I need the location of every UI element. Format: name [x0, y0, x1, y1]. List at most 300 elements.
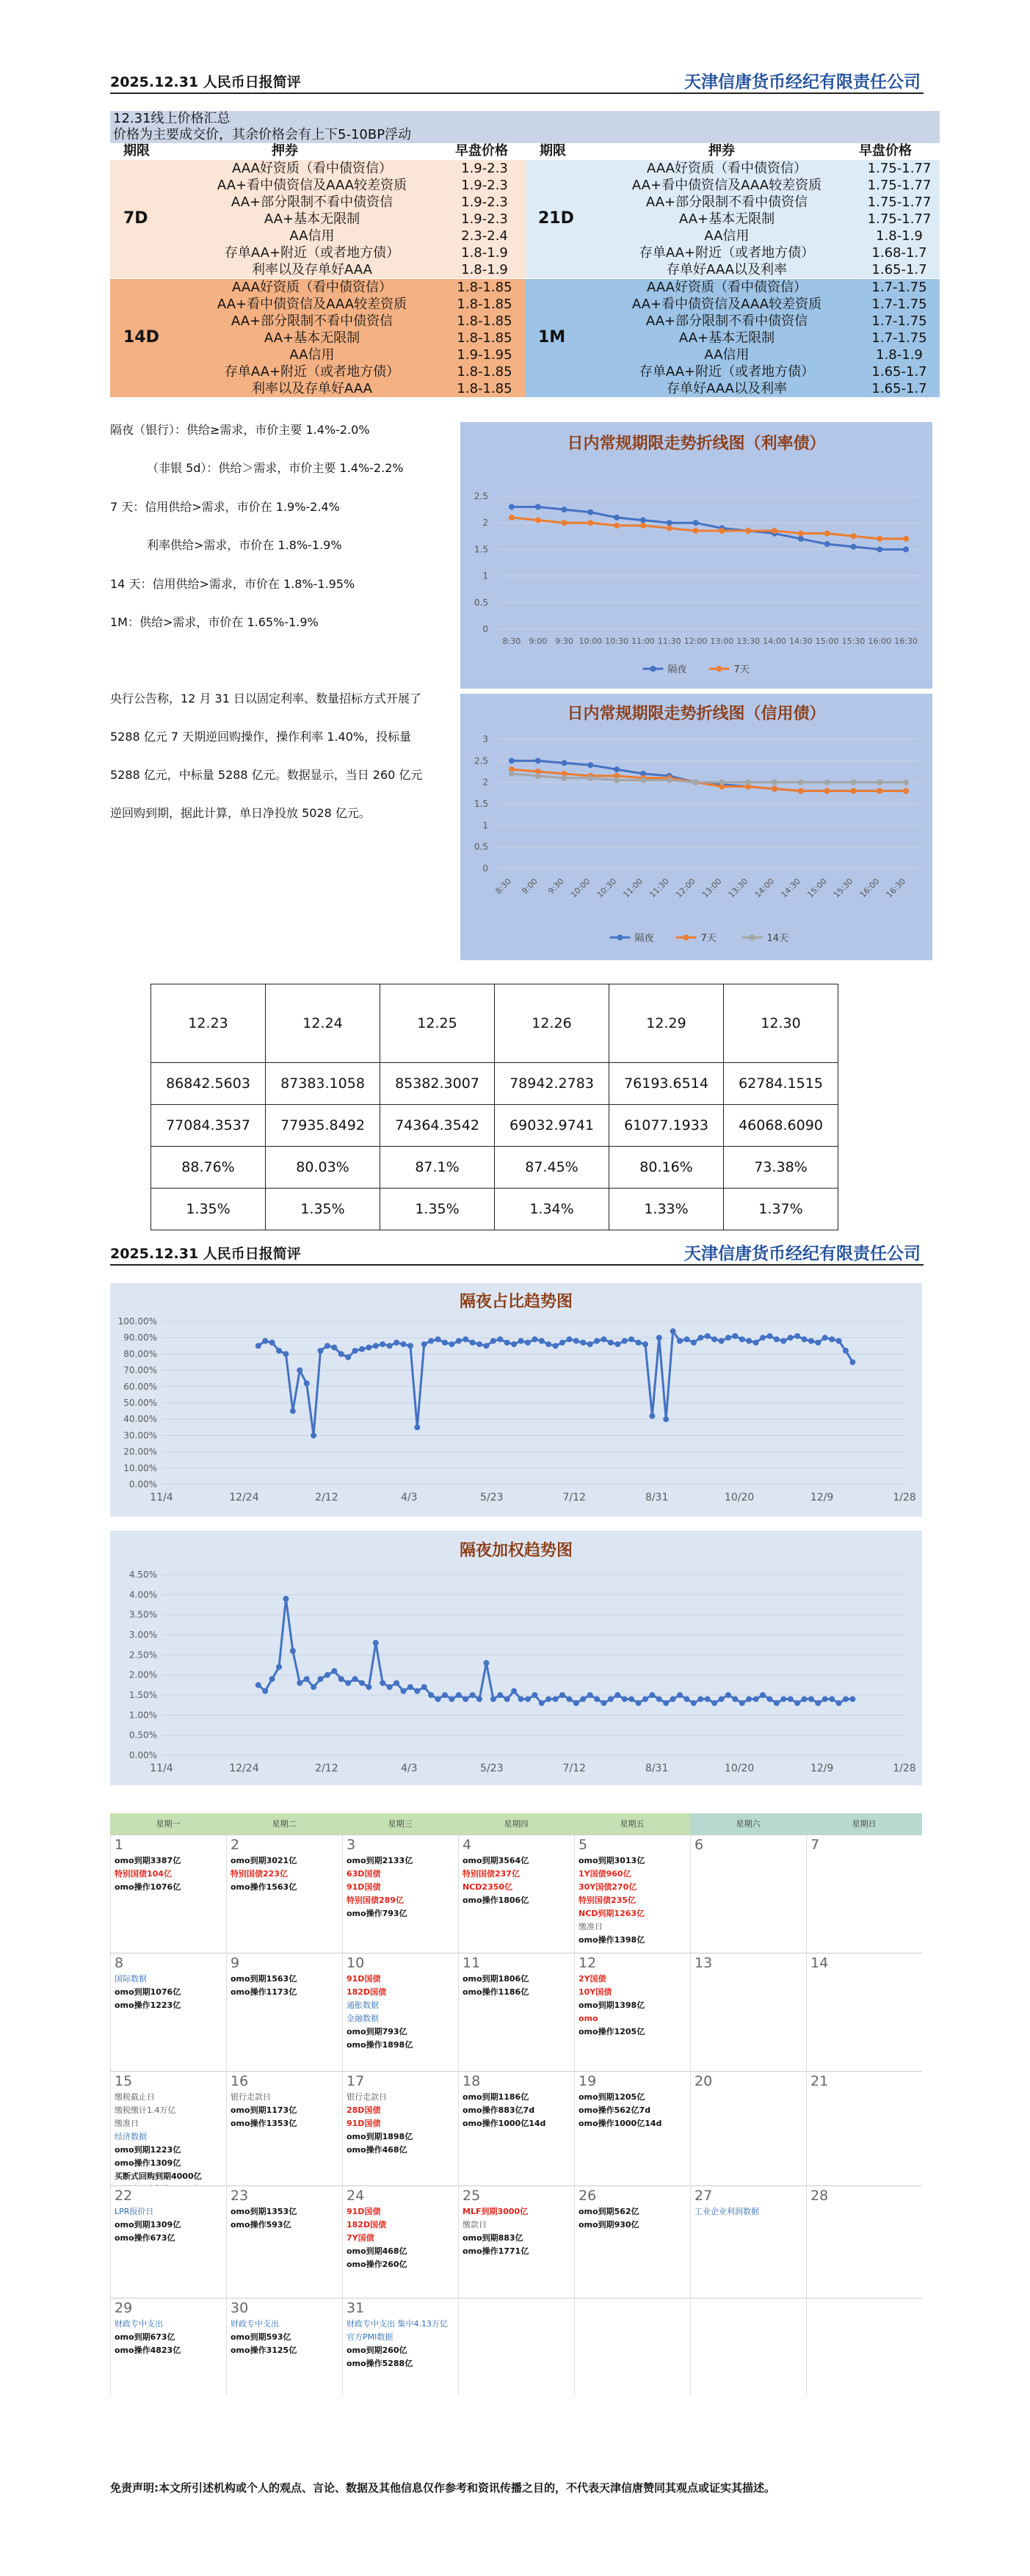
data-point [352, 1348, 358, 1354]
data-point [573, 1700, 579, 1706]
data-point [587, 762, 593, 768]
series-line-隔夜 [512, 761, 906, 791]
calendar-day-cell [110, 1953, 226, 2071]
calendar-event: 30Y国债270亿 [579, 1882, 637, 1892]
data-point [545, 1696, 551, 1702]
calendar-day-number: 19 [579, 2073, 597, 2089]
calendar-event: omo操作468亿 [347, 2145, 407, 2155]
calendar-event: 官方PMI数据 [347, 2332, 393, 2342]
data-table-cell: 46068.6090 [724, 1105, 838, 1147]
data-point [780, 1696, 786, 1702]
price-row [110, 177, 525, 194]
data-table-cell: 86842.5603 [151, 1063, 266, 1105]
price-row-price: 1.8-1.85 [457, 280, 512, 295]
calendar-event: 工业企业利润数据 [694, 2207, 759, 2216]
price-row-price: 1.8-1.85 [457, 330, 512, 346]
data-table-cell: 1.37% [724, 1189, 838, 1230]
data-point [739, 1336, 745, 1342]
calendar-day-number: 21 [810, 2073, 829, 2089]
price-col-header-5: 早盘价格 [859, 143, 912, 159]
data-point [470, 1340, 476, 1346]
data-point [580, 1340, 586, 1346]
data-point [511, 1688, 517, 1694]
data-point [788, 1696, 794, 1702]
data-point [373, 1640, 379, 1646]
calendar-event: 财政专中支出 [115, 2319, 163, 2329]
y-tick-label: 80.00% [123, 1349, 157, 1360]
price-row-price: 1.9-2.3 [461, 195, 508, 210]
data-point [587, 520, 593, 526]
y-tick-label: 4.00% [128, 1589, 157, 1600]
data-point [449, 1696, 454, 1702]
price-summary-note: 价格为主要成交价，其余价格会有上下5-10BP浮动 [113, 127, 412, 142]
calendar-day-cell [690, 1953, 806, 2071]
calendar-event: omo到期673亿 [115, 2332, 175, 2342]
data-point [815, 1700, 821, 1706]
price-row-price: 1.7-1.75 [871, 313, 927, 329]
x-tick-label: 7/12 [562, 1763, 586, 1774]
data-point [324, 1672, 330, 1678]
price-row [525, 160, 940, 177]
price-row-collateral: 存单AA+附近（或者地方债） [224, 364, 400, 380]
data-point [518, 1338, 524, 1344]
data-point [509, 504, 515, 509]
data-point [400, 1688, 406, 1694]
calendar-day-number: 16 [231, 2073, 249, 2089]
data-point [497, 1692, 503, 1698]
data-table-cell: 1.35% [151, 1189, 266, 1230]
calendar-event: omo操作1223亿 [115, 2000, 181, 2010]
calendar-event: 财政专中支出 集中4.13万亿 [347, 2319, 448, 2329]
price-col-header-1: 押券 [272, 143, 298, 159]
x-tick-label: 4/3 [401, 1763, 418, 1774]
price-row [525, 261, 940, 278]
price-row-collateral: 存单AA+附近（或者地方债） [639, 245, 815, 261]
price-row-collateral: AA+基本无限制 [264, 330, 360, 346]
calendar-event: omo操作4823亿 [115, 2345, 181, 2355]
data-point [829, 1696, 835, 1702]
data-point [628, 1336, 634, 1342]
intraday-credit-chart-title: 日内常规期限走势折线图（信用债） [567, 705, 826, 723]
data-point [693, 520, 699, 526]
calendar-event: omo到期1398亿 [579, 2000, 645, 2010]
data-point [670, 1328, 676, 1334]
data-point [705, 1696, 711, 1702]
data-point [601, 1336, 606, 1342]
calendar-event: omo操作1353亿 [231, 2119, 297, 2128]
data-point [456, 1692, 462, 1698]
price-row-collateral: AA+看中债资信及AAA较差资质 [217, 297, 407, 312]
calendar-day-number: 7 [810, 1837, 820, 1853]
price-row-price: 1.8-1.85 [457, 381, 512, 396]
y-tick-label: 0.5 [474, 597, 488, 608]
data-point [677, 1338, 683, 1344]
calendar-event: omo到期1173亿 [231, 2105, 297, 2115]
price-row-collateral: 存单好AAA以及利率 [667, 262, 787, 277]
calendar-day-cell [574, 1835, 690, 1953]
calendar-day-number: 12 [579, 1955, 597, 1971]
data-point [262, 1688, 268, 1694]
data-point [719, 1338, 725, 1344]
event-calendar [110, 1813, 922, 2395]
calendar-day-cell [226, 2299, 342, 2395]
data-point [745, 528, 751, 534]
price-row [525, 380, 940, 397]
data-point [836, 1338, 842, 1344]
calendar-day-number: 18 [463, 2073, 481, 2089]
price-row [525, 327, 940, 347]
calendar-event: 特别国债237亿 [463, 1869, 520, 1879]
price-row-collateral: AAA好资质（看中债资信） [647, 280, 807, 295]
calendar-day-number: 31 [347, 2300, 365, 2316]
y-tick-label: 0 [482, 624, 488, 634]
calendar-event: omo到期1353亿 [231, 2207, 297, 2216]
data-table-cell: 12.24 [266, 984, 380, 1063]
data-point [297, 1680, 302, 1686]
calendar-day-cell [806, 1835, 922, 1953]
data-point [745, 780, 751, 786]
price-row-price: 1.8-1.85 [457, 313, 512, 329]
data-point [532, 1336, 537, 1342]
calendar-event: omo操作1000亿14d [579, 2119, 662, 2128]
y-tick-label: 0.00% [128, 1750, 157, 1760]
x-tick-label: 1/28 [893, 1763, 916, 1774]
calendar-event: omo操作562亿7d [579, 2105, 651, 2115]
data-point [573, 1338, 579, 1344]
data-point [822, 1335, 828, 1340]
data-point [359, 1346, 365, 1352]
calendar-event: NCD2350亿 [463, 1882, 513, 1892]
y-tick-label: 40.00% [123, 1414, 157, 1425]
price-row-collateral: AAA好资质（看中债资信） [647, 161, 807, 176]
price-row [525, 279, 940, 296]
calendar-event: 7Y国债 [347, 2233, 374, 2243]
data-point [407, 1684, 413, 1690]
intraday-rate-chart-title: 日内常规期限走势折线图（利率债） [567, 435, 826, 453]
data-point [539, 1700, 545, 1706]
weekday-label: 星期五 [620, 1819, 645, 1829]
price-block-period: 14D [123, 327, 159, 347]
y-tick-label: 3.00% [128, 1630, 157, 1640]
price-row [525, 363, 940, 380]
x-tick-label: 10:30 [595, 876, 619, 900]
calendar-day-cell [690, 2072, 806, 2185]
calendar-day-cell [574, 2299, 690, 2395]
data-point [470, 1692, 476, 1698]
data-point [545, 1341, 551, 1347]
calendar-day-cell [342, 1953, 458, 2071]
data-point [393, 1680, 399, 1686]
data-point [677, 1692, 683, 1698]
weekday-label: 星期四 [504, 1819, 529, 1829]
y-tick-label: 1.5 [474, 544, 488, 555]
price-row-price: 1.8-1.9 [876, 347, 923, 363]
calendar-event: 买断式回购到期4000亿 [115, 2172, 202, 2181]
overnight-share-chart-plot [110, 1283, 922, 1517]
calendar-event: NCD到期1263亿 [579, 1909, 645, 1918]
y-tick-label: 4.50% [128, 1570, 157, 1580]
data-table-cell: 87.1% [380, 1147, 495, 1189]
price-row-price: 1.9-2.3 [461, 211, 508, 227]
market-comment-2: （非银 5d）：供给＞需求，市价主要 1.4%-2.2% [147, 461, 404, 475]
calendar-event: omo操作1898亿 [347, 2040, 413, 2050]
data-point [772, 786, 777, 791]
data-point [414, 1688, 420, 1694]
data-point [753, 1340, 759, 1346]
data-point [788, 1335, 794, 1340]
price-row-collateral: AA+基本无限制 [678, 330, 775, 346]
calendar-event: omo操作793亿 [347, 1909, 407, 1918]
intraday-credit-chart-plot [460, 694, 932, 960]
price-row-collateral: 利率以及存单好AAA [252, 262, 372, 277]
calendar-event: 缴税缴计1.4万亿 [115, 2105, 176, 2115]
data-point [794, 1700, 800, 1706]
y-tick-label: 1 [482, 570, 488, 581]
calendar-day-number: 23 [231, 2188, 249, 2204]
price-row-price: 1.68-1.7 [871, 245, 927, 261]
data-point [318, 1348, 324, 1354]
data-point [808, 1696, 814, 1702]
price-row-collateral: AA+看中债资信及AAA较差资质 [217, 178, 407, 193]
y-tick-label: 50.00% [123, 1398, 157, 1408]
calendar-day-cell [458, 2299, 574, 2395]
legend-marker [617, 935, 623, 940]
x-tick-label: 5/23 [480, 1763, 504, 1774]
calendar-event: omo到期3564亿 [463, 1856, 529, 1865]
calendar-day-cell [806, 2299, 922, 2395]
x-tick-label: 10:00 [579, 636, 603, 646]
calendar-day-number: 29 [115, 2300, 133, 2316]
weekday-label: 星期一 [156, 1819, 181, 1829]
data-table-cell: 69032.9741 [495, 1105, 609, 1147]
price-row [525, 228, 940, 244]
price-row-collateral: AA信用 [704, 228, 750, 244]
data-point [614, 523, 620, 529]
calendar-event: 金融数据 [347, 2014, 379, 2023]
price-row-collateral: AA+部分限制不看中债资信 [231, 313, 393, 329]
market-comment-4: 利率供给>需求，市价在 1.8%-1.9% [147, 538, 342, 552]
price-row [110, 194, 525, 211]
price-row-price: 1.8-1.9 [461, 245, 508, 261]
data-table-row [151, 984, 838, 1063]
legend-marker [650, 666, 656, 672]
price-row-price: 1.8-1.85 [457, 297, 512, 312]
data-point [509, 758, 515, 763]
calendar-event: 182D国债 [347, 2220, 387, 2229]
y-tick-label: 1.5 [474, 799, 488, 809]
calendar-day-cell [458, 1835, 574, 1953]
data-point [366, 1345, 371, 1351]
x-tick-label: 12/24 [229, 1763, 259, 1774]
x-tick-label: 10/20 [724, 1492, 755, 1503]
data-table-cell: 1.35% [266, 1189, 380, 1230]
y-tick-label: 2.5 [474, 755, 488, 766]
price-row-price: 1.8-1.9 [876, 228, 923, 244]
x-tick-label: 11/4 [150, 1763, 173, 1774]
data-point [562, 520, 567, 526]
data-point [798, 780, 804, 786]
data-point [594, 1338, 600, 1344]
price-row-price: 1.7-1.75 [871, 297, 927, 312]
calendar-day-cell [574, 2072, 690, 2185]
calendar-event [115, 2183, 226, 2185]
calendar-event: 28D国债 [347, 2105, 381, 2115]
data-table-cell: 1.33% [609, 1189, 724, 1230]
calendar-day-number: 10 [347, 1955, 365, 1971]
data-point [614, 777, 620, 783]
x-tick-label: 2/12 [315, 1763, 338, 1774]
market-comment-1: 隔夜（银行）：供给≥需求，市价主要 1.4%-2.0% [110, 423, 370, 437]
data-point [719, 528, 725, 534]
x-tick-label: 16:00 [868, 636, 892, 646]
calendar-event: 63D国债 [347, 1869, 381, 1879]
x-tick-label: 16:30 [894, 636, 918, 646]
calendar-event: omo到期562亿 [579, 2207, 639, 2216]
data-table-cell: 12.29 [609, 984, 724, 1063]
price-row [110, 208, 525, 228]
legend-marker [683, 935, 689, 940]
calendar-event: omo操作1000亿14d [463, 2119, 546, 2128]
data-point [824, 780, 830, 786]
data-point [509, 515, 515, 520]
data-table-cell: 62784.1515 [724, 1063, 838, 1105]
data-point [667, 777, 672, 783]
data-point [663, 1700, 669, 1706]
price-row [110, 244, 525, 261]
calendar-event: 91D国债 [347, 1974, 381, 1984]
data-point [269, 1340, 275, 1346]
data-table-cell: 77084.3537 [151, 1105, 266, 1147]
data-point [824, 531, 830, 537]
y-tick-label: 1 [482, 820, 488, 831]
data-point [640, 518, 646, 523]
price-block-period: 21D [538, 208, 574, 228]
data-point [725, 1335, 731, 1340]
calendar-event: omo操作5288亿 [347, 2359, 413, 2368]
price-row-collateral: AA+看中债资信及AAA较差资质 [631, 178, 822, 193]
data-point [739, 1700, 745, 1706]
price-row-collateral: 存单好AAA以及利率 [667, 381, 787, 396]
calendar-week-row [110, 2298, 922, 2395]
data-point [746, 1696, 752, 1702]
calendar-event: 特别国债104亿 [115, 1869, 172, 1879]
data-point [393, 1340, 399, 1346]
calendar-event: 缴款日 [463, 2220, 487, 2229]
data-point [794, 1333, 800, 1339]
data-table-cell: 12.30 [724, 984, 838, 1063]
calendar-event: omo到期2133亿 [347, 1856, 413, 1865]
calendar-day-cell [574, 2186, 690, 2298]
data-table-cell: 80.03% [266, 1147, 380, 1189]
data-point [667, 520, 672, 526]
data-point [746, 1338, 752, 1344]
overnight-weighted-chart-plot [110, 1531, 922, 1785]
page1-header-rule [110, 92, 924, 94]
price-row [110, 228, 525, 244]
price-row [525, 244, 940, 261]
calendar-event: omo到期3013亿 [579, 1856, 645, 1865]
price-row-collateral: AA+基本无限制 [264, 211, 360, 227]
calendar-day-number: 9 [231, 1955, 240, 1971]
page2-header-rule [110, 1264, 924, 1266]
calendar-day-cell [226, 2186, 342, 2298]
calendar-event: 银行走款日 [231, 2092, 271, 2102]
data-point [269, 1676, 275, 1682]
y-tick-label: 2.00% [128, 1669, 157, 1680]
data-point [304, 1380, 310, 1386]
data-point [490, 1696, 496, 1702]
data-table-cell: 87383.1058 [266, 1063, 380, 1105]
overnight-weighted-chart [110, 1531, 922, 1785]
calendar-week-row [110, 1835, 922, 1953]
data-point [798, 788, 804, 794]
data-point [693, 528, 699, 534]
calendar-event: 财政专中支出 [231, 2319, 279, 2329]
price-col-header-3: 期限 [540, 143, 566, 159]
data-point [283, 1596, 289, 1602]
price-row-price: 1.75-1.77 [867, 211, 932, 227]
data-point [400, 1341, 406, 1347]
calendar-day-number: 8 [115, 1955, 124, 1971]
x-tick-label: 15:00 [805, 876, 829, 900]
calendar-event: 91D国债 [347, 2207, 381, 2216]
price-block-7D [110, 160, 525, 278]
data-point [850, 780, 856, 786]
calendar-day-number: 30 [231, 2300, 249, 2316]
calendar-day-cell [110, 2299, 226, 2395]
price-row-collateral: AA+部分限制不看中债资信 [645, 313, 808, 329]
price-row-collateral: AA+部分限制不看中债资信 [645, 195, 808, 210]
data-point [559, 1692, 565, 1698]
data-point [525, 1696, 531, 1702]
data-point [608, 1340, 614, 1346]
price-row-price: 1.65-1.7 [871, 262, 927, 277]
calendar-body [110, 1835, 922, 2395]
price-row-price: 1.65-1.7 [871, 381, 927, 396]
calendar-day-cell [458, 1953, 574, 2071]
data-point [766, 1333, 772, 1339]
data-point [622, 1338, 628, 1344]
data-point [587, 1692, 593, 1698]
market-comment-3: 7 天：信用供给>需求，市价在 1.9%-2.4% [110, 500, 340, 514]
legend-label: 14天 [766, 933, 789, 944]
data-point [850, 533, 856, 539]
data-point [428, 1338, 434, 1344]
data-point [587, 775, 593, 781]
data-point [311, 1432, 316, 1438]
y-tick-label: 30.00% [123, 1430, 157, 1441]
x-tick-label: 8/31 [645, 1492, 669, 1503]
x-tick-label: 11:00 [631, 636, 655, 646]
x-tick-label: 11/4 [150, 1492, 173, 1503]
data-point [774, 1700, 780, 1706]
y-tick-label: 1.00% [128, 1710, 157, 1721]
calendar-day-number: 1 [115, 1837, 124, 1853]
data-point [509, 771, 515, 777]
calendar-event: omo到期1806亿 [463, 1974, 529, 1984]
calendar-event: 特别国债223亿 [231, 1869, 288, 1879]
calendar-day-cell [110, 2186, 226, 2298]
data-point [636, 1700, 642, 1706]
data-point [849, 1696, 855, 1702]
data-point [836, 1700, 842, 1706]
x-tick-label: 11:30 [648, 876, 671, 900]
price-row-collateral: AAA好资质（看中债资信） [232, 161, 392, 176]
x-tick-label: 12:00 [683, 636, 708, 646]
calendar-event: omo到期260亿 [347, 2345, 407, 2355]
data-table-cell: 1.34% [495, 1189, 609, 1230]
data-point [463, 1696, 468, 1702]
